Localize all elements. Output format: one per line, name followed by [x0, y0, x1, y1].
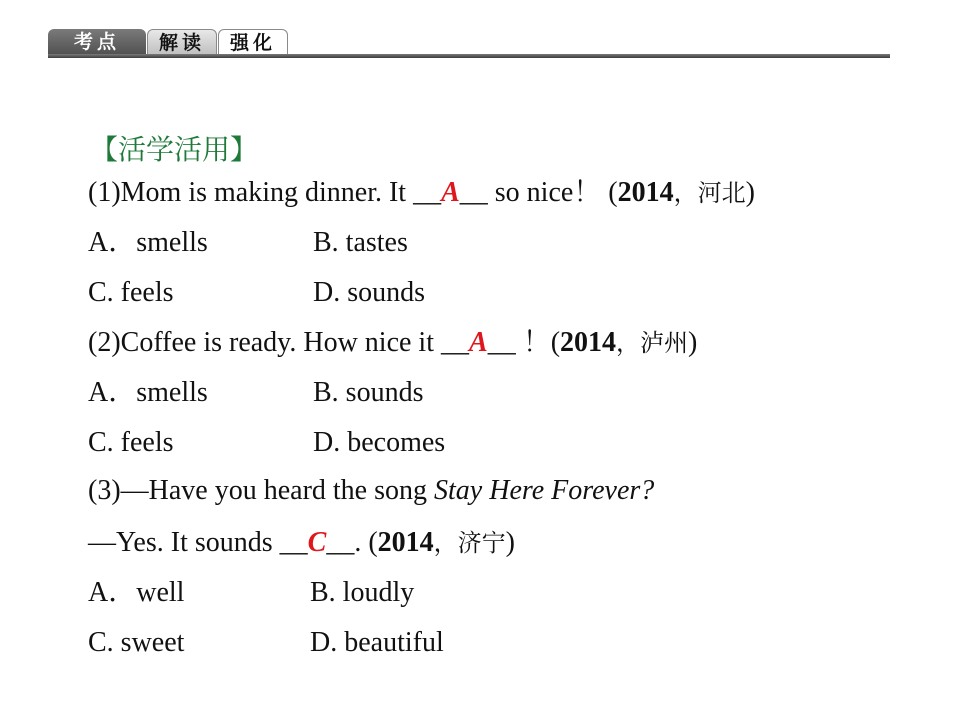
- question-1-option-d: D. sounds: [313, 277, 426, 308]
- question-3-stem-line2: [88, 526, 515, 560]
- question-3-song-title: Stay Here Forever?: [434, 475, 655, 506]
- section-title: 【活学活用】: [90, 133, 259, 166]
- question-2-option-d: D. becomes: [313, 427, 446, 458]
- question-3-text: —Yes. It sounds __: [88, 527, 308, 558]
- question-2-text-after: __ ！(: [487, 327, 561, 358]
- question-3-option-c: C. sweet: [88, 627, 185, 658]
- question-2-stem: [88, 326, 697, 360]
- question-3-option-d: D. beautiful: [310, 627, 444, 658]
- question-2-source-close: ): [688, 327, 698, 358]
- question-1-source-close: ): [745, 177, 755, 208]
- question-3-source-year: 2014: [377, 527, 434, 558]
- question-1-text: (1)Mom is making dinner. It __: [88, 177, 442, 208]
- question-1-option-b: B. tastes: [313, 227, 408, 258]
- question-1-text-after: __ so nice！ (: [459, 177, 618, 208]
- question-3-option-a: A．well: [88, 577, 185, 608]
- question-1-option-a: A．smells: [88, 227, 208, 258]
- question-3-source-sep: ，: [433, 529, 458, 557]
- question-2-source-year: 2014: [560, 327, 617, 358]
- header-rule: [48, 54, 890, 58]
- question-1-answer: A: [441, 177, 460, 208]
- question-1-source-sep: ，: [673, 179, 698, 207]
- question-3-text-line1: (3)—Have you heard the song: [88, 475, 435, 506]
- question-2-option-b: B. sounds: [313, 377, 424, 408]
- question-1-stem: [88, 176, 755, 210]
- tab-jiedu[interactable]: 解读: [147, 29, 217, 56]
- question-2-answer: A: [469, 327, 488, 358]
- question-3-source-place: 济宁: [457, 529, 506, 557]
- question-2-option-a: A．smells: [88, 377, 208, 408]
- question-1-option-c: C. feels: [88, 277, 174, 308]
- question-1-source-year: 2014: [617, 177, 674, 208]
- question-3-option-b: B. loudly: [310, 577, 415, 608]
- question-2-source-sep: ，: [616, 329, 641, 357]
- question-3-text-after: __. (: [326, 527, 378, 558]
- question-2-text: (2)Coffee is ready. How nice it __: [88, 327, 469, 358]
- question-2-source-place: 泸州: [640, 329, 689, 357]
- question-2-option-c: C. feels: [88, 427, 174, 458]
- question-3-answer: C: [307, 527, 327, 558]
- tab-kaodian[interactable]: 考点: [48, 29, 146, 56]
- question-3-source-close: ): [505, 527, 515, 558]
- question-3-stem-line1: [88, 474, 654, 508]
- tab-qianghua[interactable]: 强化: [218, 29, 288, 56]
- question-1-source-place: 河北: [697, 179, 746, 207]
